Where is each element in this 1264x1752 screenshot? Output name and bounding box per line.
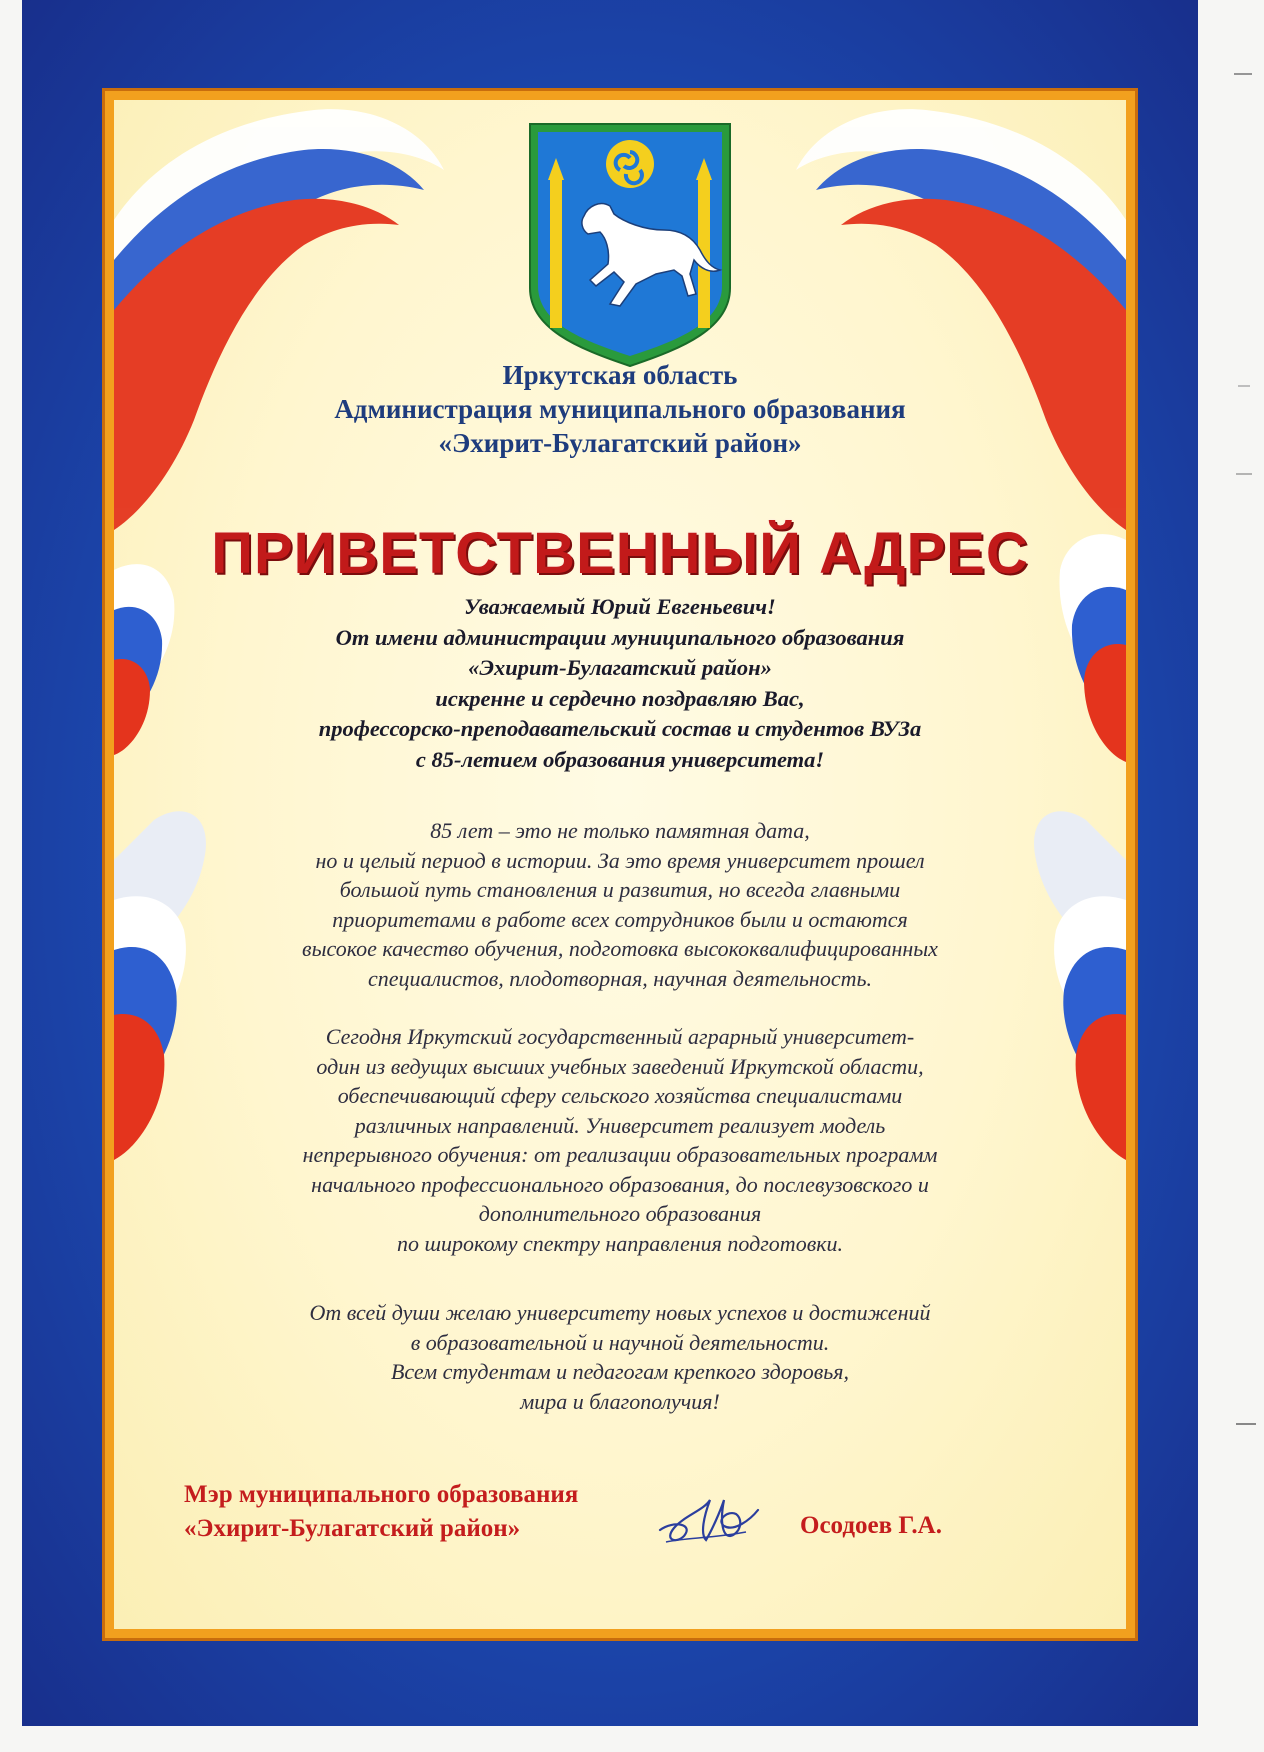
paragraph-line: От всей души желаю университету новых успехов и достижений	[309, 1300, 931, 1325]
paragraph-line: Всем студентам и педагогам крепкого здоровья,	[390, 1359, 850, 1384]
greeting-line: Уважаемый Юрий Евгеньевич!	[464, 594, 776, 619]
signatory-position-line: Мэр муниципального образования	[184, 1481, 579, 1508]
paragraph-line: большой путь становления и развития, но всегда главными	[339, 877, 901, 902]
signatory-position-line: «Эхирит-Булагатский район»	[184, 1515, 521, 1542]
header-administration: Администрация муниципального образования	[334, 394, 906, 424]
greeting-line: искренне и сердечно поздравляю Вас,	[435, 685, 805, 711]
paragraph-line: обеспечивающий сферу сельского хозяйства специалистами	[337, 1083, 903, 1108]
paragraph-line: дополнительного образования	[478, 1201, 762, 1226]
signatory-name: Осодоев Г.А.	[800, 1512, 942, 1539]
paragraph-line: непрерывного обучения: от реализации образовательных программ	[302, 1142, 938, 1167]
orange-frame	[102, 88, 1138, 1641]
paragraph-line: мира и благополучия!	[520, 1388, 720, 1414]
paragraph-line: Сегодня Иркутский государственный аграрный университет-	[325, 1024, 915, 1049]
paragraph-line: по широкому спектру направления подготовки.	[396, 1230, 844, 1256]
paragraph-line: специалистов, плодотворная, научная деятельность.	[367, 965, 872, 991]
header-district: «Эхирит-Булагатский район»	[438, 428, 802, 458]
greeting-line: с 85-летием образования университета!	[415, 746, 825, 772]
paragraph-university	[114, 1022, 1126, 1258]
header-region: Иркутская область	[502, 360, 738, 390]
paragraph-line: но и целый период в истории. За это время университет прошел	[315, 847, 925, 873]
paragraph-line: высокое качество обучения, подготовка высококвалифицированных	[302, 936, 938, 961]
certificate-paper	[114, 100, 1126, 1629]
greeting-line: профессорско-преподавательский состав и студентов ВУЗа	[318, 716, 922, 741]
paragraph-line: приоритетами в работе всех сотрудников были и остаются	[332, 906, 908, 932]
signature-icon	[654, 1480, 764, 1550]
paragraph-line: в образовательной и научной деятельности.	[410, 1329, 830, 1355]
scan-margin-marks	[1204, 0, 1264, 1752]
paragraph-line: начального профессионального образования, до послевузовского и	[311, 1171, 929, 1197]
greeting-line: «Эхирит-Булагатский район»	[468, 655, 772, 680]
signatory-position	[184, 1478, 578, 1546]
triskelion-icon	[606, 140, 654, 188]
greeting-paragraph	[114, 592, 1126, 775]
paragraph-wishes	[114, 1298, 1126, 1416]
paragraph-anniversary	[114, 816, 1126, 993]
certificate-sheet	[22, 0, 1198, 1726]
paragraph-line: различных направлений. Университет реализует модель	[354, 1112, 886, 1138]
paragraph-line: один из ведущих высших учебных заведений Иркутской области,	[316, 1053, 924, 1079]
greeting-line: От имени администрации муниципального образования	[335, 624, 905, 650]
paragraph-line: 85 лет – это не только памятная дата,	[430, 818, 810, 843]
coat-of-arms-icon	[524, 118, 736, 370]
document-title: ПРИВЕТСТВЕННЫЙ АДРЕС	[211, 521, 1029, 586]
